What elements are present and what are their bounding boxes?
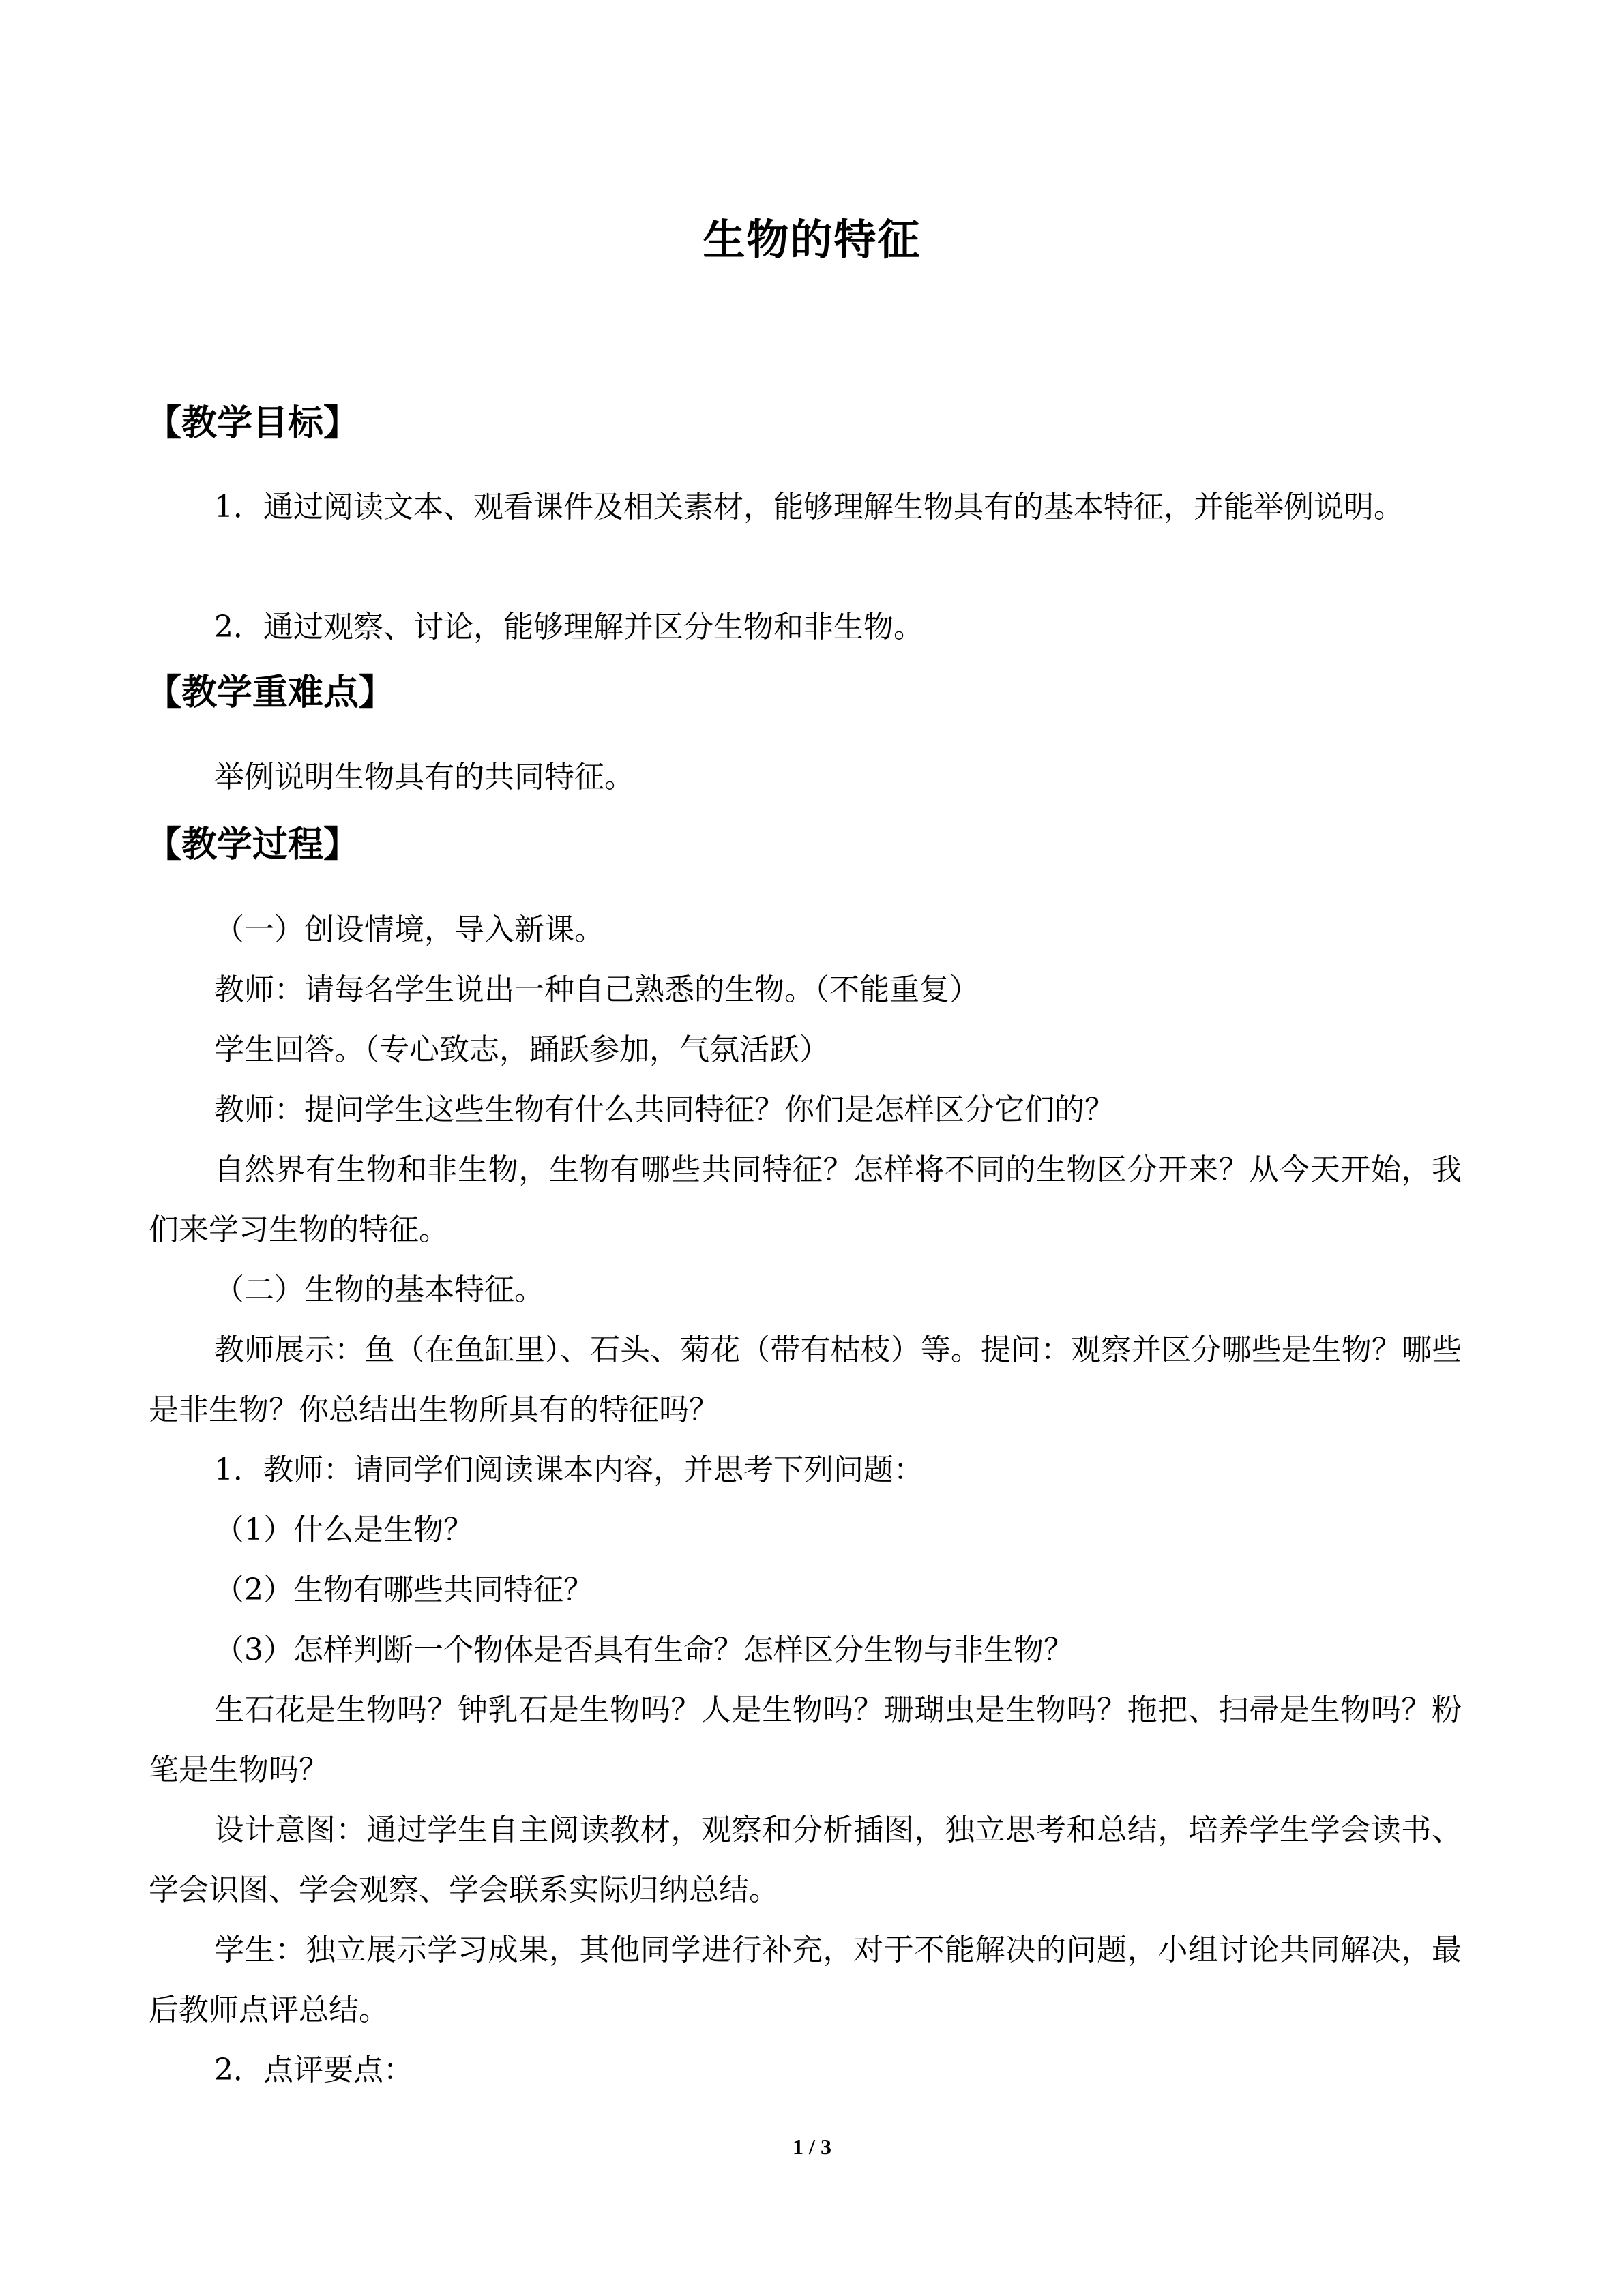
process-question-2: （2）生物有哪些共同特征？	[214, 1572, 593, 1607]
document-title: 生物的特征	[703, 215, 921, 265]
process-heading: 【教学过程】	[146, 824, 359, 865]
process-design-intent: 设计意图：通过学生自主阅读教材，观察和分析插图，独立思考和总结，培养学生学会读书、学会识图、学会观察、学会联系实际归纳总结。	[149, 1813, 1462, 1907]
process-teacher-prompt: 教师：请每名学生说出一种自己熟悉的生物。（不能重复）	[214, 972, 979, 1007]
process-question-1: （1）什么是生物？	[214, 1512, 473, 1547]
process-teacher-display: 教师展示：鱼（在鱼缸里）、石头、菊花（带有枯枝）等。提问：观察并区分哪些是生物？哪些是非生物？你总结出生物所具有的特征吗？	[149, 1332, 1462, 1427]
process-examples-paragraph: 生石花是生物吗？钟乳石是生物吗？人是生物吗？珊瑚虫是生物吗？拖把、扫帚是生物吗？粉笔是生物吗？	[149, 1693, 1462, 1787]
objective-item-1: 1．通过阅读文本、观看课件及相关素材，能够理解生物具有的基本特征，并能举例说明。	[214, 490, 1404, 524]
process-intro-paragraph: 自然界有生物和非生物，生物有哪些共同特征？怎样将不同的生物区分开来？从今天开始，我们来学习生物的特征。	[149, 1152, 1462, 1247]
process-review-points: 2．点评要点：	[214, 2053, 413, 2087]
key-points-heading: 【教学重难点】	[146, 672, 395, 713]
process-step-features: （二）生物的基本特征。	[214, 1272, 544, 1307]
page-indicator: 1 / 3	[793, 2134, 831, 2159]
process-reading-task: 1．教师：请同学们阅读课本内容，并思考下列问题：	[214, 1452, 924, 1487]
process-student-answer: 学生回答。（专心致志，踊跃参加，气氛活跃）	[214, 1032, 829, 1067]
process-teacher-question: 教师：提问学生这些生物有什么共同特征？你们是怎样区分它们的？	[214, 1092, 1114, 1127]
key-points-text: 举例说明生物具有的共同特征。	[214, 760, 634, 794]
process-question-3: （3）怎样判断一个物体是否具有生命？怎样区分生物与非生物？	[214, 1632, 1074, 1667]
objective-item-2: 2．通过观察、讨论，能够理解并区分生物和非生物。	[214, 610, 924, 644]
objectives-heading: 【教学目标】	[146, 403, 359, 444]
process-student-activity: 学生：独立展示学习成果，其他同学进行补充，对于不能解决的问题，小组讨论共同解决，最后教师点评总结。	[149, 1933, 1462, 2027]
process-step-intro: （一）创设情境，导入新课。	[214, 912, 604, 947]
